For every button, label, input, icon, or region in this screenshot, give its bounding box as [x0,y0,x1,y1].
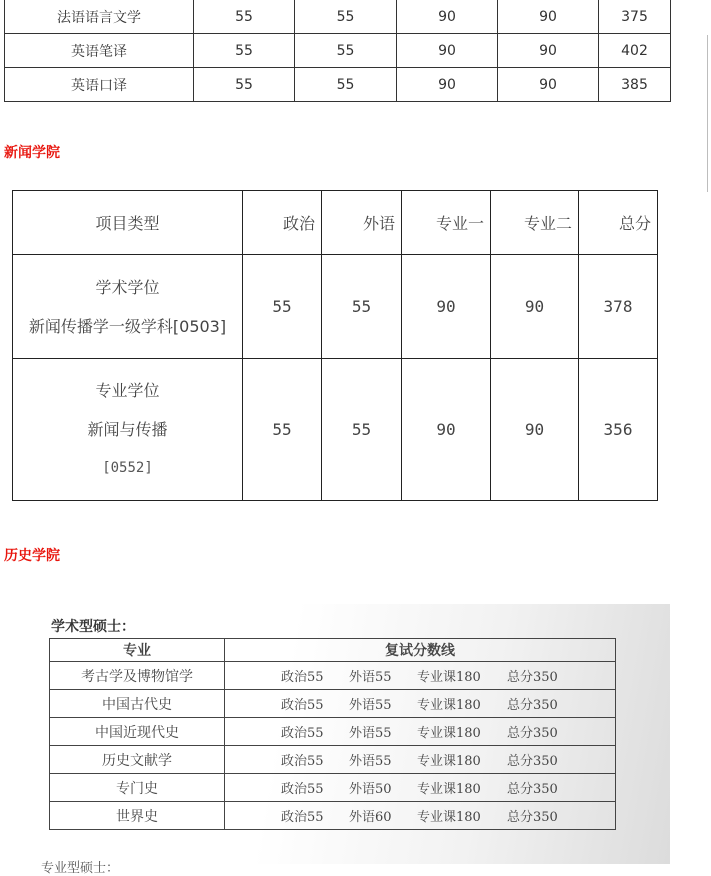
language-score: 外语55 [349,670,392,685]
score-values [225,690,616,718]
header-major: 专业 [50,639,225,662]
score-values [225,718,616,746]
major-name: 中国古代史 [50,690,225,718]
table-cell: 55 [295,68,397,102]
table-cell: 90 [397,0,498,34]
politics-score: 政治55 [281,754,324,769]
value-cell: 90 [402,255,491,359]
header-major-one: 专业一 [402,191,491,255]
history-score-image [19,604,670,876]
table-row [13,255,658,359]
type-line: [0552] [102,460,153,476]
value-cell: 90 [402,359,491,501]
major-name: 专门史 [50,774,225,802]
table-cell: 法语语言文学 [5,0,194,34]
table-row [50,746,616,774]
table-cell: 90 [397,68,498,102]
header-politics: 政治 [243,191,322,255]
major-score: 专业课180 [417,810,481,825]
language-score: 外语60 [349,810,392,825]
table-cell: 55 [194,68,295,102]
section-title-journalism: 新闻学院 [4,145,60,161]
table-row [5,68,671,102]
value-cell: 356 [579,359,658,501]
score-values [225,662,616,690]
score-table-journalism [12,190,658,501]
header-language: 外语 [322,191,402,255]
table-cell: 90 [498,0,599,34]
table-row [50,662,616,690]
table-header-row [50,639,616,662]
total-score: 总分350 [507,782,558,797]
major-name: 历史文献学 [50,746,225,774]
value-cell: 90 [491,359,579,501]
table-cell: 402 [599,34,671,68]
politics-score: 政治55 [281,726,324,741]
table-row [50,802,616,830]
type-cell [13,255,243,359]
value-cell: 90 [491,255,579,359]
table-row [50,774,616,802]
header-type: 项目类型 [13,191,243,255]
table-cell: 55 [194,0,295,34]
language-score: 外语50 [349,782,392,797]
value-cell: 378 [579,255,658,359]
table-cell: 英语笔译 [5,34,194,68]
major-score: 专业课180 [417,782,481,797]
value-cell: 55 [322,359,402,501]
total-score: 总分350 [507,698,558,713]
total-score: 总分350 [507,754,558,769]
value-cell: 55 [322,255,402,359]
table-header-row [13,191,658,255]
value-cell: 55 [243,255,322,359]
scroll-indicator [707,35,711,192]
politics-score: 政治55 [281,810,324,825]
table-row [5,0,671,34]
table-cell: 90 [498,68,599,102]
total-score: 总分350 [507,810,558,825]
score-table-foreign-languages [4,0,671,102]
politics-score: 政治55 [281,698,324,713]
professional-caption: 专业型硕士： [41,861,120,876]
table-cell: 英语口译 [5,68,194,102]
total-score: 总分350 [507,726,558,741]
type-line: 专业学位 [95,381,160,400]
table-cell: 385 [599,68,671,102]
table-cell: 55 [194,34,295,68]
score-values [225,774,616,802]
table-row [5,34,671,68]
major-name: 中国近现代史 [50,718,225,746]
header-retest-line: 复试分数线 [225,639,616,662]
value-cell: 55 [243,359,322,501]
major-score: 专业课180 [417,726,481,741]
language-score: 外语55 [349,726,392,741]
politics-score: 政治55 [281,670,324,685]
table-row [50,690,616,718]
table-cell: 55 [295,0,397,34]
header-major-two: 专业二 [491,191,579,255]
table-cell: 375 [599,0,671,34]
table-row [50,718,616,746]
score-values [225,802,616,830]
language-score: 外语55 [349,754,392,769]
politics-score: 政治55 [281,782,324,797]
table-cell: 55 [295,34,397,68]
table-cell: 90 [498,34,599,68]
major-score: 专业课180 [417,698,481,713]
score-values [225,746,616,774]
section-title-history: 历史学院 [4,548,60,564]
major-score: 专业课180 [417,670,481,685]
language-score: 外语55 [349,698,392,713]
score-table-history [49,638,616,830]
type-line: 新闻与传播 [87,420,168,439]
type-line: 学术学位 [95,277,160,297]
type-cell [13,359,243,501]
table-row [13,359,658,501]
major-score: 专业课180 [417,754,481,769]
history-caption: 学术型硕士： [51,619,135,635]
major-name: 考古学及博物馆学 [50,662,225,690]
major-name: 世界史 [50,802,225,830]
header-total: 总分 [579,191,658,255]
table-cell: 90 [397,34,498,68]
total-score: 总分350 [507,670,558,685]
type-line: 新闻传播学一级学科[0503] [28,316,227,336]
